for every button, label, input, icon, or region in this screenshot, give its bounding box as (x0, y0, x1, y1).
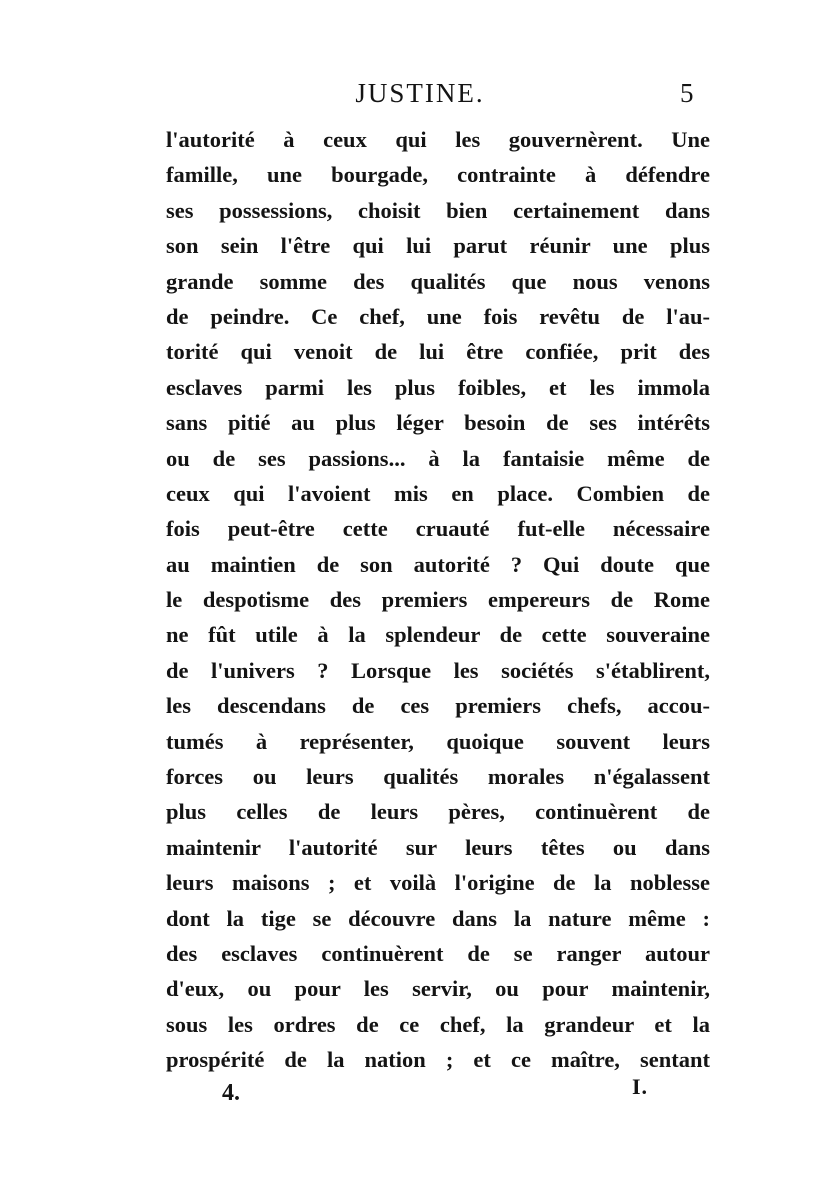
text-line: des esclaves continuèrent de se ranger autour (166, 940, 710, 966)
text-line: sous les ordres de ce chef, la grandeur et la (166, 1011, 710, 1037)
text-line: ceux qui l'avoient mis en place. Combien de (166, 480, 710, 506)
text-line: tumés à représenter, quoique souvent leurs (166, 728, 710, 754)
text-line: dont la tige se découvre dans la nature même : (166, 905, 710, 931)
signature-mark: 4. (222, 1080, 240, 1106)
text-line: ou de ses passions... à la fantaisie même de (166, 445, 710, 471)
text-line: ses possessions, choisit bien certainement dans (166, 197, 710, 223)
text-line: esclaves parmi les plus foibles, et les immola (166, 374, 710, 400)
running-title: JUSTINE. (355, 78, 485, 108)
text-line: grande somme des qualités que nous venons (166, 268, 710, 294)
text-line: le despotisme des premiers empereurs de Rome (166, 587, 710, 613)
text-line: l'autorité à ceux qui les gouvernèrent. Une (166, 127, 710, 152)
text-line: famille, une bourgade, contrainte à défendre (166, 162, 710, 188)
text-line: fois peut-être cette cruauté fut-elle nécessaire (166, 516, 710, 542)
volume-mark: I. (632, 1074, 649, 1099)
text-line: maintenir l'autorité sur leurs têtes ou dans (166, 834, 710, 860)
text-line: son sein l'être qui lui parut réunir une plus (166, 233, 710, 259)
body-text (166, 122, 710, 1078)
text-line: leurs maisons ; et voilà l'origine de la noblesse (166, 870, 710, 896)
text-line: de peindre. Ce chef, une fois revêtu de l'au- (166, 303, 710, 329)
page-number: 5 (680, 78, 694, 108)
text-line: de l'univers ? Lorsque les sociétés s'établirent, (166, 657, 710, 683)
text-line: forces ou leurs qualités morales n'égalassent (166, 764, 710, 790)
text-line: prospérité de la nation ; et ce maître, sentant (166, 1047, 710, 1073)
text-line: d'eux, ou pour les servir, ou pour maintenir, (166, 976, 710, 1002)
text-line: plus celles de leurs pères, continuèrent de (166, 799, 710, 825)
text-line: sans pitié au plus léger besoin de ses intérêts (166, 410, 710, 436)
text-line: torité qui venoit de lui être confiée, prit des (166, 339, 710, 365)
text-line: les descendans de ces premiers chefs, accou- (166, 693, 710, 719)
text-line: ne fût utile à la splendeur de cette souveraine (166, 622, 710, 648)
text-line: au maintien de son autorité ? Qui doute que (166, 551, 710, 577)
